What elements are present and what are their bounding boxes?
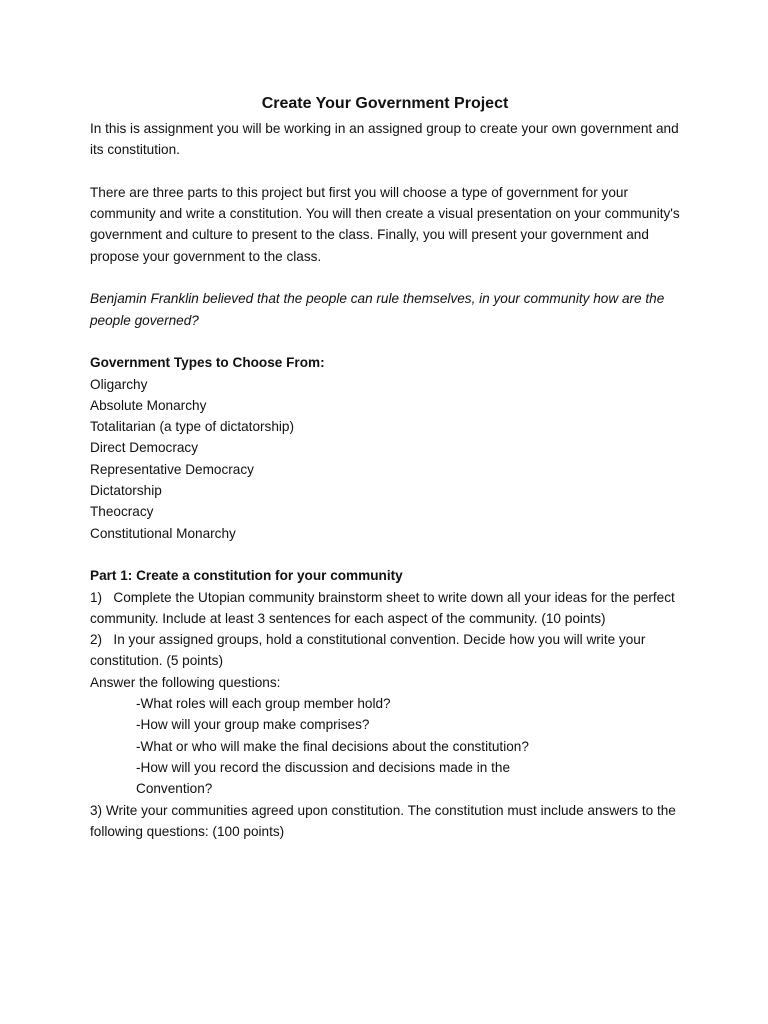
government-type-item: Dictatorship [90, 483, 162, 499]
government-type-item: Absolute Monarchy [90, 397, 207, 413]
question-item: Convention? [136, 781, 213, 797]
government-type-item: Constitutional Monarchy [90, 525, 236, 541]
page-title: Create Your Government Project [261, 95, 509, 112]
step-1: 1) Complete the Utopian community brainstorm sheet to write down all your ideas for the perfect community. Include at least 3 sentences for each aspect of the community. (10 points) [90, 589, 675, 626]
question-item: -What or who will make the final decisions about the constitution? [136, 738, 529, 754]
spacer [90, 161, 680, 182]
question-item: -How will your group make comprises? [136, 717, 370, 733]
spacer [90, 267, 680, 288]
step-2: 2) In your assigned groups, hold a constitutional convention. Decide how you will write your constitution. (5 points) [90, 632, 646, 669]
answer-prompt: Answer the following questions: [90, 674, 281, 690]
part1-heading: Part 1: Create a constitution for your community [90, 568, 403, 584]
government-type-item: Totalitarian (a type of dictatorship) [90, 419, 295, 435]
question-item: -What roles will each group member hold? [136, 696, 391, 712]
government-type-item: Direct Democracy [90, 440, 199, 456]
question-item: -How will you record the discussion and decisions made in the [136, 759, 511, 775]
government-type-item: Oligarchy [90, 376, 148, 392]
overview-paragraph: There are three parts to this project but first you will choose a type of government for your community and write a constitution. You will then create a visual presentation on your community's government and culture to present to the class. Finally, you will present your government and propose your government to the class. [90, 184, 680, 264]
government-types-heading: Government Types to Choose From: [90, 355, 325, 371]
step-3: 3) Write your communities agreed upon constitution. The constitution must include answers to the following questions: (100 points) [90, 802, 676, 839]
franklin-quote: Benjamin Franklin believed that the people can rule themselves, in your community how are the people governed? [90, 291, 665, 328]
convention-questions [90, 693, 680, 799]
document-body [90, 92, 680, 842]
intro-paragraph: In this is assignment you will be working in an assigned group to create your own government and its constitution. [90, 121, 679, 158]
government-type-item: Representative Democracy [90, 461, 254, 477]
government-types-list [90, 374, 680, 544]
spacer [90, 544, 680, 565]
spacer [90, 331, 680, 352]
government-type-item: Theocracy [90, 504, 154, 520]
